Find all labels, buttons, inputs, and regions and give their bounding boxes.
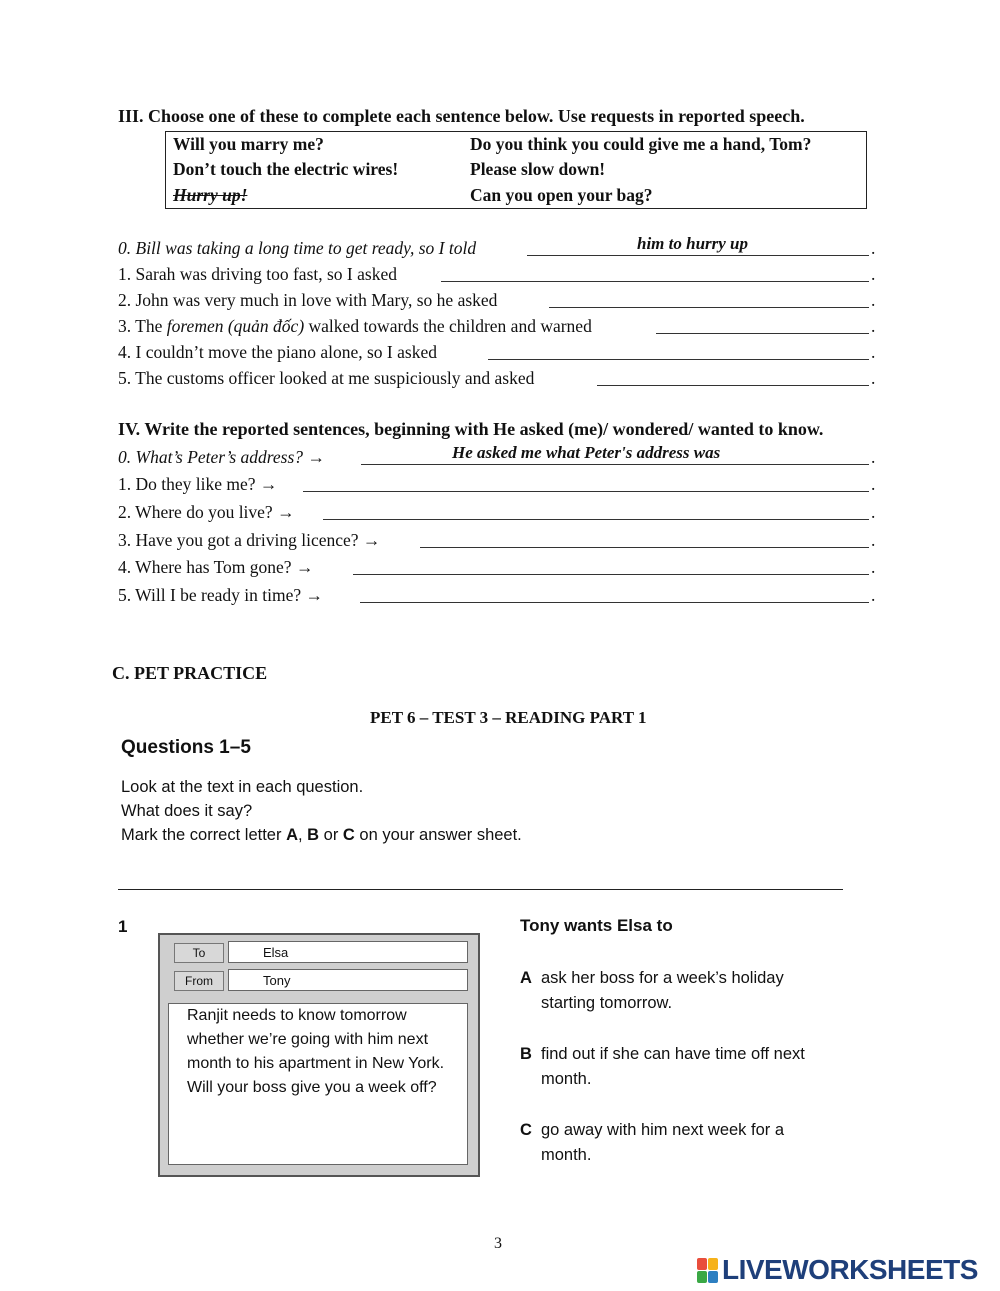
email-body	[168, 1003, 468, 1165]
s4-item-2-row: 2. Where do you live? → .	[118, 502, 876, 522]
instruction-line-1: Look at the text in each question.	[121, 778, 364, 796]
pet-test-title: PET 6 – TEST 3 – READING PART 1	[370, 708, 647, 727]
choice-a[interactable]	[520, 966, 820, 1016]
s4-item-2-blank[interactable]	[323, 519, 869, 520]
instructions	[121, 775, 621, 847]
s3-item-5-row: 5. The customs officer looked at me suspiciously and asked .	[118, 368, 876, 388]
to-field: Elsa	[228, 941, 468, 963]
s3-item-1-text: 1. Sarah was driving too fast, so I asked	[118, 264, 397, 284]
option-open-your-bag: Can you open your bag?	[470, 185, 653, 205]
arrow-icon: →	[277, 502, 295, 522]
option-dont-touch-wires: Don’t touch the electric wires!	[173, 159, 399, 179]
choice-b[interactable]	[520, 1042, 820, 1092]
section-3-title: III. Choose one of these to complete each sentence below. Use requests in reported speech.	[118, 106, 805, 126]
s4-item-5-blank[interactable]	[360, 602, 869, 603]
s4-item-1-row: 1. Do they like me? → .	[118, 474, 876, 494]
s3-item-3-text: 3. The foremen (quản đốc) walked towards the children and warned	[118, 316, 592, 336]
to-label: To	[174, 943, 224, 963]
arrow-icon: →	[305, 585, 324, 605]
option-give-me-a-hand: Do you think you could give me a hand, Tom?	[470, 134, 812, 154]
arrow-icon: →	[362, 530, 381, 550]
s3-item-3-row: 3. The foremen (quản đốc) walked towards the children and warned .	[118, 316, 876, 336]
option-please-slow-down: Please slow down!	[470, 159, 606, 179]
s3-item-1-blank[interactable]	[441, 281, 869, 282]
question-1-stem: Tony wants Elsa to	[520, 916, 673, 935]
question-1-number: 1	[118, 917, 128, 936]
s3-item-5-blank[interactable]	[597, 385, 869, 386]
s4-item-4-text: 4. Where has Tom gone? →	[118, 557, 314, 577]
option-will-you-marry-me: Will you marry me?	[173, 134, 324, 154]
s4-item-4-row: 4. Where has Tom gone? → .	[118, 557, 876, 577]
s3-item-4-row: 4. I couldn’t move the piano alone, so I asked .	[118, 342, 876, 362]
email-message: Ranjit needs to know tomorrow whether we’re going with him next month to his apartment in New York. Will your boss give you a week off?	[187, 1007, 445, 1096]
s4-item-5-text: 5. Will I be ready in time? →	[118, 585, 324, 605]
s3-example-text: 0. Bill was taking a long time to get ready, so I told	[118, 238, 477, 258]
choice-c[interactable]	[520, 1118, 820, 1168]
arrow-icon: →	[307, 447, 325, 467]
s3-item-3-italic: foremen (quản đốc)	[166, 316, 305, 336]
arrow-icon: →	[259, 474, 278, 494]
s4-example-text: 0. What’s Peter’s address? →	[118, 447, 325, 467]
liveworksheets-logo-icon	[697, 1258, 719, 1284]
options-box	[165, 131, 867, 209]
s4-item-3-text: 3. Have you got a driving licence? →	[118, 530, 381, 550]
choice-a-text: ask her boss for a week’s holiday starting tomorrow.	[541, 969, 784, 1012]
s4-item-1-blank[interactable]	[303, 491, 869, 492]
s3-example-blank	[527, 255, 869, 256]
instruction-line-2: What does it say?	[121, 802, 253, 820]
s3-item-1-row: 1. Sarah was driving too fast, so I asked .	[118, 264, 876, 284]
s3-item-5-text: 5. The customs officer looked at me suspiciously and asked	[118, 368, 535, 388]
s3-item-2-blank[interactable]	[549, 307, 869, 308]
s4-example-row: 0. What’s Peter’s address? → He asked me what Peter's address was .	[118, 443, 876, 467]
instruction-line-3: Mark the correct letter A, B or C on your answer sheet.	[121, 826, 522, 844]
liveworksheets-brand[interactable]: LIVEWORKSHEETS	[722, 1254, 978, 1285]
choice-b-letter: B	[520, 1045, 532, 1063]
s3-item-4-text: 4. I couldn’t move the piano alone, so I asked	[118, 342, 437, 362]
questions-heading: Questions 1–5	[121, 737, 251, 758]
from-field: Tony	[228, 969, 468, 991]
from-label: From	[174, 971, 224, 991]
s4-item-3-blank[interactable]	[420, 547, 869, 548]
s4-item-4-blank[interactable]	[353, 574, 869, 575]
page-number: 3	[494, 1235, 502, 1252]
s3-item-2-row: 2. John was very much in love with Mary, so he asked .	[118, 290, 876, 310]
choice-a-letter: A	[520, 969, 532, 987]
s3-example-answer: him to hurry up	[637, 234, 749, 253]
choice-c-text: go away with him next week for a month.	[541, 1121, 785, 1164]
s4-item-2-text: 2. Where do you live? →	[118, 502, 295, 522]
s3-item-4-blank[interactable]	[488, 359, 869, 360]
s3-item-2-text: 2. John was very much in love with Mary, so he asked	[118, 290, 498, 310]
s3-example-row: 0. Bill was taking a long time to get ready, so I told him to hurry up .	[118, 234, 876, 258]
choice-b-text: find out if she can have time off next month.	[541, 1045, 805, 1088]
s4-example-blank	[361, 464, 869, 465]
s4-item-1-text: 1. Do they like me? →	[118, 474, 278, 494]
email-window	[158, 933, 480, 1177]
choice-c-letter: C	[520, 1121, 532, 1139]
arrow-icon: →	[295, 557, 314, 577]
divider	[118, 889, 843, 890]
option-hurry-up-crossed: Hurry up!	[173, 185, 248, 205]
section-4-title: IV. Write the reported sentences, beginning with He asked (me)/ wondered/ wanted to know.	[118, 419, 824, 439]
s4-item-5-row: 5. Will I be ready in time? → .	[118, 585, 876, 605]
section-c-title: C. PET PRACTICE	[112, 663, 268, 683]
s3-item-3-blank[interactable]	[656, 333, 869, 334]
s4-item-3-row: 3. Have you got a driving licence? → .	[118, 530, 876, 550]
s4-example-answer: He asked me what Peter's address was	[452, 443, 721, 462]
